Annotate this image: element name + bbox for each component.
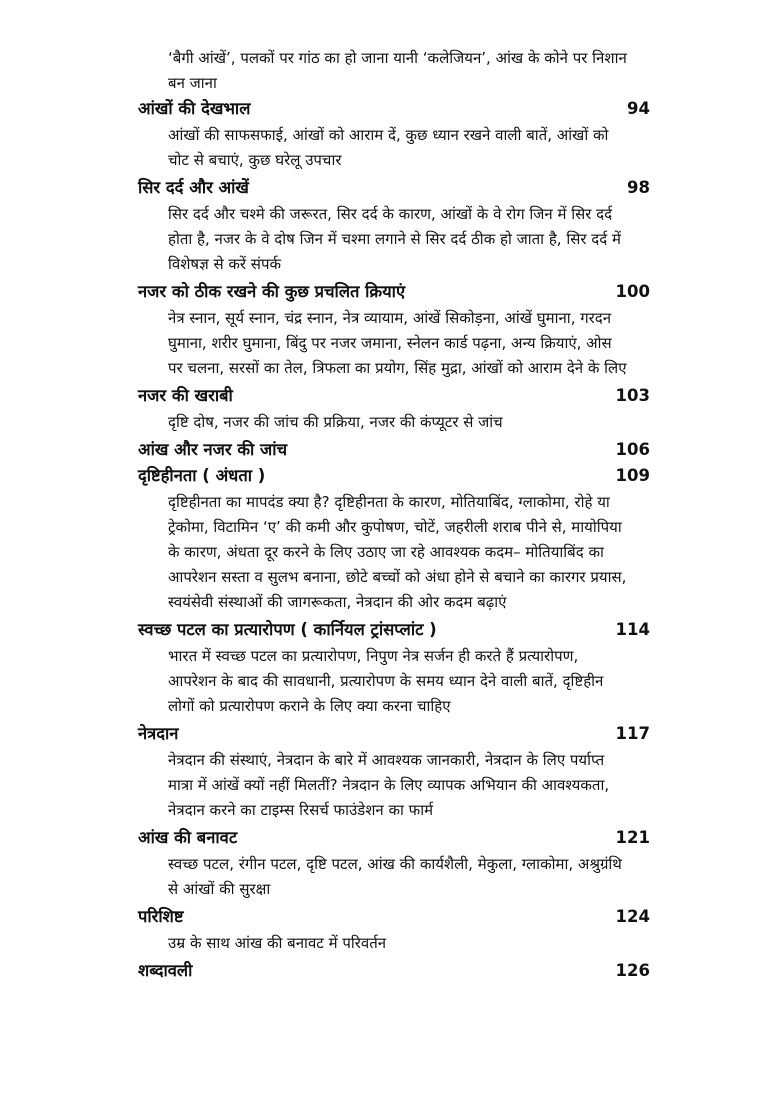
toc-entry-description: उम्र के साथ आंख की बनावट में परिवर्तन [168, 934, 387, 952]
toc-entry-page-number: 100 [615, 282, 650, 301]
toc-entry-corneal-transplant [0, 617, 780, 719]
toc-entry-heading [138, 904, 650, 930]
toc-entry-vision-exercises [0, 279, 780, 381]
toc-entry-appendix [0, 904, 780, 956]
toc-entry-description: नेत्र स्नान, सूर्य स्नान, चंद्र स्नान, नेत्र व्यायाम, आंखें सिकोड़ना, आंखें घुमाना, गरदन घुमाना, शरीर घुमाना, बिंदु पर नजर जमाना, स्नेलन कार्ड पढ़ना, अन्य क्रियाएं, ओस पर चलना, सरसों का तेल, त्रिफला का प्रयोग, सिंह मुद्रा, आंखों को आराम देने के लिए [168, 309, 627, 377]
toc-entry-heading [138, 279, 650, 305]
toc-entry-page-number: 106 [615, 440, 650, 459]
toc-entry-heading [138, 96, 650, 122]
toc-entry-description: आंखों की साफसफाई, आंखों को आराम दें, कुछ ध्यान रखने वाली बातें, आंखों को चोट से बचाएं, कुछ घरेलू उपचार [168, 126, 609, 169]
toc-entry-page-number: 126 [615, 961, 650, 980]
toc-entry-eye-care [0, 96, 780, 173]
toc-entry-eye-structure [0, 825, 780, 902]
toc-entry-headache-and-eyes [0, 175, 780, 277]
toc-entry-page-number: 114 [615, 620, 650, 639]
toc-entry-heading [138, 825, 650, 851]
toc-entry-title: शब्दावली [138, 961, 193, 980]
toc-entry-blindness [0, 463, 780, 615]
toc-entry-title: आंख और नजर की जांच [138, 440, 288, 459]
toc-entry-heading [138, 721, 650, 747]
toc-entry-page-number: 98 [627, 178, 650, 197]
toc-entry-heading [138, 463, 650, 489]
toc-entry-page-number: 94 [627, 99, 650, 118]
toc-entry-glossary [0, 958, 780, 984]
toc-entry-eye-examination [0, 437, 780, 463]
toc-entry-heading [138, 617, 650, 643]
toc-entry-title: नजर की खराबी [138, 386, 233, 405]
toc-entry-page-number: 103 [615, 386, 650, 405]
toc-entry-title: स्वच्छ पटल का प्रत्यारोपण ( कार्नियल ट्रांसप्लांट ) [138, 620, 437, 639]
toc-entry-heading [138, 383, 650, 409]
toc-entry-heading [138, 437, 650, 463]
toc-entry-title: परिशिष्ट [138, 907, 184, 926]
toc-entry-description: स्वच्छ पटल, रंगीन पटल, दृष्टि पटल, आंख की कार्यशैली, मेकुला, ग्लाकोमा, अश्रुग्रंथि से आंखों की सुरक्षा [168, 855, 622, 898]
toc-entry-description: भारत में स्वच्छ पटल का प्रत्यारोपण, निपुण नेत्र सर्जन ही करते हैं प्रत्यारोपण, आपरेशन के बाद की सावधानी, प्रत्यारोपण के समय ध्यान देने वाली बातें, दृष्टिहीन लोगों को प्रत्यारोपण कराने के लिए क्या करना चाहिए [168, 647, 604, 715]
toc-entry-eye-donation [0, 721, 780, 823]
toc-entry-heading [138, 958, 650, 984]
toc-entry-vision-defects [0, 383, 780, 435]
toc-continued-description: ‘बैगी आंखें’, पलकों पर गांठ का हो जाना यानी ‘कलेजियन’, आंख के कोने पर निशान बन जाना [168, 49, 627, 92]
toc-entry-page-number: 117 [615, 724, 650, 743]
toc-entry-page-number: 109 [615, 466, 650, 485]
toc-entry-description: नेत्रदान की संस्थाएं, नेत्रदान के बारे में आवश्यक जानकारी, नेत्रदान के लिए पर्याप्त मात्रा में आंखें क्यों नहीं मिलतीं? नेत्रदान के लिए व्यापक अभियान की आवश्यकता, नेत्रदान करने का टाइम्स रिसर्च फाउंडेशन का फार्म [168, 751, 610, 819]
toc-entry-description: दृष्टि दोष, नजर की जांच की प्रक्रिया, नजर की कंप्यूटर से जांच [168, 413, 503, 431]
toc-entry-title: सिर दर्द और आंखें [138, 178, 249, 197]
toc-entry-title: दृष्टिहीनता ( अंधता ) [138, 466, 266, 485]
toc-entry-heading [138, 175, 650, 201]
toc-entry-page-number: 124 [615, 907, 650, 926]
toc-entry-title: नेत्रदान [138, 724, 179, 743]
toc-entry-description: सिर दर्द और चश्मे की जरूरत, सिर दर्द के कारण, आंखों के वे रोग जिन में सिर दर्द होता है, नजर के वे दोष जिन में चश्मा लगाने से सिर दर्द ठीक हो जाता है, सिर दर्द में विशेषज्ञ से करें संपर्क [168, 205, 621, 273]
toc-entry-page-number: 121 [615, 828, 650, 847]
toc-entry-description: दृष्टिहीनता का मापदंड क्या है? दृष्टिहीनता के कारण, मोतियाबिंद, ग्लाकोमा, रोहे या ट्रेकोमा, विटामिन ‘ए’ की कमी और कुपोषण, चोटें, जहरीली शराब पीने से, मायोपिया के कारण, अंधता दूर करने के लिए उठाए जा रहे आवश्यक कदम– मोतियाबिंद का आपरेशन सस्ता व सुलभ बनाना, छोटे बच्चों को अंधा होने से बचाने का कारगर प्रयास, स्वयंसेवी संस्थाओं की जागरूकता, नेत्रदान की ओर कदम बढ़ाएं [168, 493, 627, 611]
toc-entry-title: आंख की बनावट [138, 828, 238, 847]
toc-entry-title: आंखों की देखभाल [138, 99, 251, 118]
toc-entry-title: नजर को ठीक रखने की कुछ प्रचलित क्रियाएं [138, 282, 406, 301]
